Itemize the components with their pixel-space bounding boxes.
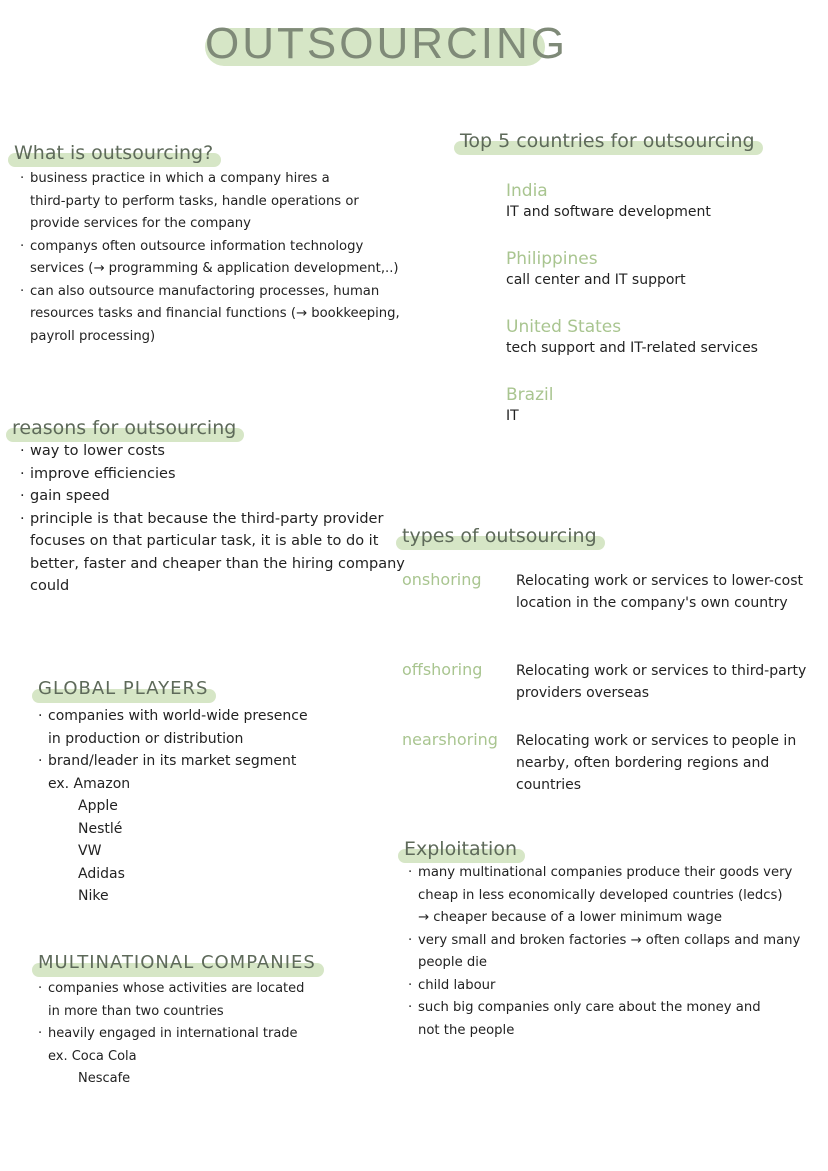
list-item: services (→ programming & application development,..)	[30, 261, 399, 276]
what-is-list	[18, 168, 400, 348]
country-name: Brazil	[506, 385, 554, 405]
list-item: in production or distribution	[48, 730, 244, 747]
multinational-heading	[38, 952, 316, 973]
list-item: · brand/leader in its market segment	[36, 750, 308, 773]
exploitation-list	[406, 862, 800, 1042]
country-description: call center and IT support	[506, 272, 686, 288]
country-item	[506, 316, 806, 358]
type-description: Relocating work or services to lower-cost location in the company's own country	[516, 573, 804, 611]
list-item: · very small and broken factories → often collaps and many	[406, 930, 800, 953]
global-players-list	[36, 705, 308, 908]
list-item: · companies with world-wide presence	[36, 705, 308, 728]
country-name: Philippines	[506, 249, 598, 269]
list-item: · companys often outsource information technology	[18, 236, 400, 259]
country-description: IT	[506, 408, 519, 424]
list-item: better, faster and cheaper than the hiring company	[30, 555, 405, 572]
reasons-list	[18, 440, 405, 598]
list-item: · heavily engaged in international trade	[36, 1023, 304, 1046]
list-item: third-party to perform tasks, handle operations or	[30, 193, 359, 209]
reasons-heading	[12, 417, 236, 439]
list-item: not the people	[418, 1022, 515, 1038]
list-item: Adidas	[78, 865, 125, 882]
country-item	[506, 384, 806, 426]
list-item: focuses on that particular task, it is able to do it	[30, 533, 379, 549]
type-label: onshoring	[402, 570, 482, 589]
country-description: tech support and IT-related services	[506, 340, 758, 356]
country-item	[506, 248, 806, 290]
list-item: cheap in less economically developed countries (ledcs)	[418, 887, 783, 903]
types-heading	[402, 525, 597, 547]
top-countries-list	[506, 180, 806, 452]
list-item: ex. Amazon	[48, 775, 131, 792]
reasons-heading-text: reasons for outsourcing	[12, 417, 237, 439]
list-item: VW	[78, 843, 102, 859]
title-text: OUTSOURCING	[205, 19, 568, 68]
list-item: · business practice in which a company hires a	[18, 168, 400, 191]
what-is-heading-text: What is outsourcing?	[14, 142, 214, 164]
list-item: · many multinational companies produce their goods very	[406, 862, 800, 885]
country-item	[506, 180, 806, 222]
list-item: · principle is that because the third-party provider	[18, 508, 405, 531]
list-item: · improve efficiencies	[18, 463, 405, 486]
list-item: Nescafe	[78, 1071, 131, 1086]
list-item: · such big companies only care about the money and	[406, 997, 800, 1020]
type-label: offshoring	[402, 660, 483, 679]
what-is-heading	[14, 142, 213, 164]
types-heading-text: types of outsourcing	[402, 525, 597, 547]
list-item: · way to lower costs	[18, 440, 405, 463]
list-item: · can also outsource manufactoring processes, human	[18, 281, 400, 304]
list-item: · gain speed	[18, 485, 405, 508]
list-item: · companies whose activities are located	[36, 978, 304, 1001]
page-title	[205, 18, 568, 70]
country-name: India	[506, 181, 548, 201]
top-countries-heading	[460, 130, 755, 152]
exploitation-heading	[404, 838, 517, 860]
country-name: United States	[506, 317, 622, 337]
type-label: nearshoring	[402, 730, 498, 749]
type-description: Relocating work or services to people in nearby, often bordering regions and countries	[516, 733, 797, 793]
list-item: in more than two countries	[48, 1003, 224, 1019]
list-item: → cheaper because of a lower minimum wage	[418, 910, 723, 925]
global-players-heading	[38, 678, 208, 699]
list-item: payroll processing)	[30, 328, 156, 344]
list-item: could	[30, 578, 70, 594]
top-countries-heading-text: Top 5 countries for outsourcing	[460, 130, 755, 152]
list-item: provide services for the company	[30, 216, 251, 231]
list-item: ex. Coca Cola	[48, 1048, 137, 1064]
list-item: people die	[418, 955, 488, 970]
list-item: Nestlé	[78, 820, 123, 837]
list-item: Nike	[78, 888, 109, 904]
multinational-heading-text: MULTINATIONAL COMPANIES	[38, 952, 316, 973]
list-item: Apple	[78, 798, 118, 814]
exploitation-heading-text: Exploitation	[404, 838, 517, 860]
list-item: resources tasks and financial functions (→ bookkeeping,	[30, 306, 400, 321]
country-description: IT and software development	[506, 204, 711, 220]
multinational-list	[36, 978, 304, 1091]
list-item: · child labour	[406, 975, 800, 998]
type-description: Relocating work or services to third-party providers overseas	[516, 663, 807, 701]
global-players-heading-text: GLOBAL PLAYERS	[38, 678, 209, 699]
